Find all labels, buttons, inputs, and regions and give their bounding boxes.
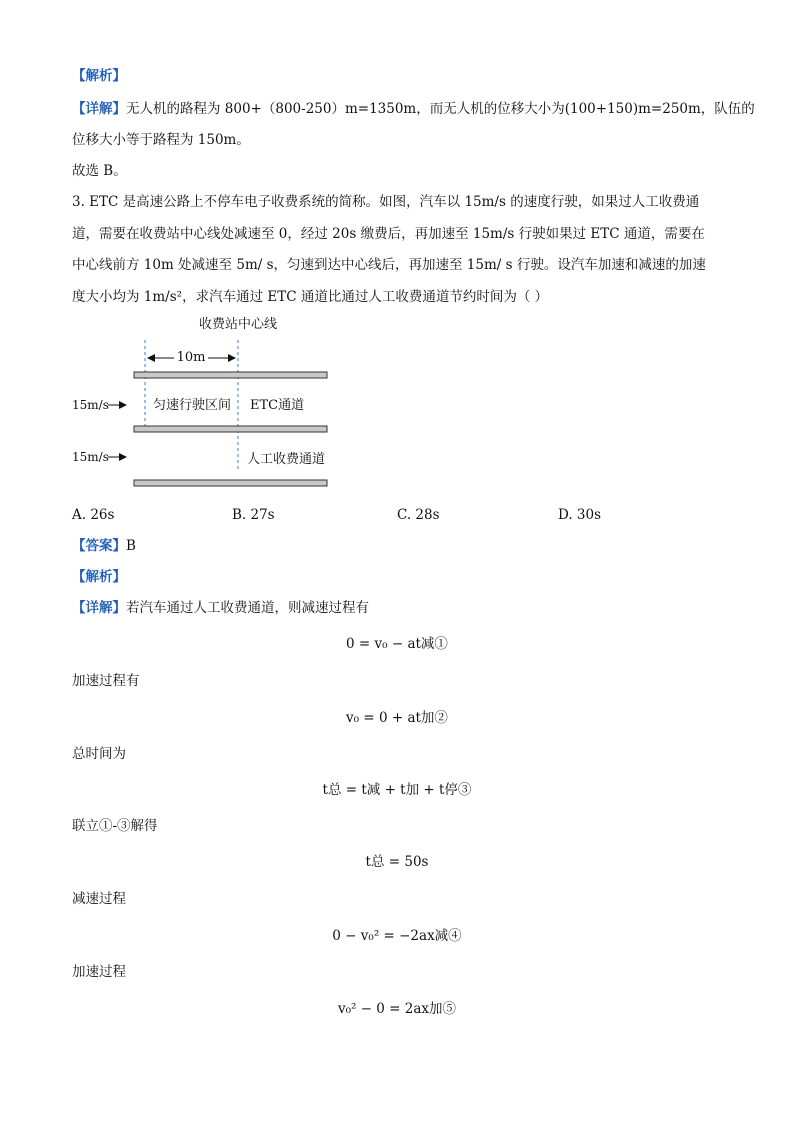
- question-line-4: 度大小均为 1m/s²，求汽车通过 ETC 通道比通过人工收费通道节约时间为（ ）: [72, 289, 549, 305]
- question-line-3: 中心线前方 10m 处减速至 5m/ s，匀速到达中心线后，再加速至 15m/ s 行驶。设汽车加速和减速的加速: [72, 257, 706, 273]
- detail-tag-2: 【详解】: [72, 600, 126, 616]
- lane-barrier-bottom: [134, 480, 327, 486]
- choice-text: 故选 B。: [72, 163, 127, 179]
- answer-line: [72, 536, 136, 556]
- equation-5: 0 − v₀² = −2ax减④: [332, 928, 462, 944]
- answer-value: B: [126, 538, 136, 554]
- option-d: D. 30s: [558, 507, 602, 523]
- manual-lane-label: 人工收费通道: [247, 452, 326, 467]
- option-a: A. 26s: [72, 507, 115, 523]
- answer-tag: 【答案】: [72, 538, 126, 554]
- label-accel: 加速过程有: [72, 673, 140, 689]
- label-total: 总时间为: [72, 746, 126, 762]
- distance-label: 10m: [176, 350, 206, 365]
- question-line-2: 道，需要在收费站中心线处减速至 0，经过 20s 缴费后，再加速至 15m/s 行驶如果过 ETC 通道，需要在: [72, 226, 705, 242]
- label-decel: 减速过程: [72, 891, 126, 907]
- question-line-1: 3. ETC 是高速公路上不停车电子收费系统的简称。如图，汽车以 15m/s 的速度行驶，如果过人工收费通: [72, 194, 700, 210]
- label-solve: 联立①-③解得: [72, 818, 158, 834]
- detail-text-2: 位移大小等于路程为 150m。: [72, 132, 250, 148]
- detail-text-3: 若汽车通过人工收费通道，则减速过程有: [126, 600, 369, 616]
- uniform-zone-label: 匀速行驶区间: [153, 398, 232, 413]
- equation-6: v₀² − 0 = 2ax加⑤: [337, 1001, 457, 1017]
- analysis-tag: 【解析】: [72, 68, 126, 84]
- lane-barrier-top: [134, 372, 327, 378]
- center-line-label: 收费站中心线: [198, 317, 278, 332]
- equation-2: v₀ = 0 + at加②: [346, 710, 448, 726]
- detail-line: [72, 598, 369, 618]
- etc-lane-label: ETC通道: [250, 398, 305, 413]
- lane-barrier-middle: [134, 426, 327, 432]
- detail-text-1: 无人机的路程为 800+（800-250）m=1350m，而无人机的位移大小为(100+150)m=250m，队伍的: [126, 101, 755, 117]
- analysis-tag-2: 【解析】: [72, 569, 126, 585]
- speed-label-etc: 15m/s: [72, 398, 109, 412]
- option-b: B. 27s: [232, 507, 275, 523]
- speed-label-manual: 15m/s: [72, 450, 109, 464]
- label-accel-2: 加速过程: [72, 964, 126, 980]
- detail-paragraph-line-1: [72, 99, 755, 119]
- equation-4: t总 = 50s: [365, 854, 429, 870]
- etc-toll-diagram: [60, 310, 360, 490]
- equation-3: t总 = t减 + t加 + t停③: [322, 782, 472, 798]
- detail-tag: 【详解】: [72, 101, 126, 117]
- option-c: C. 28s: [397, 507, 440, 523]
- equation-1: 0 = v₀ − at减①: [346, 636, 448, 652]
